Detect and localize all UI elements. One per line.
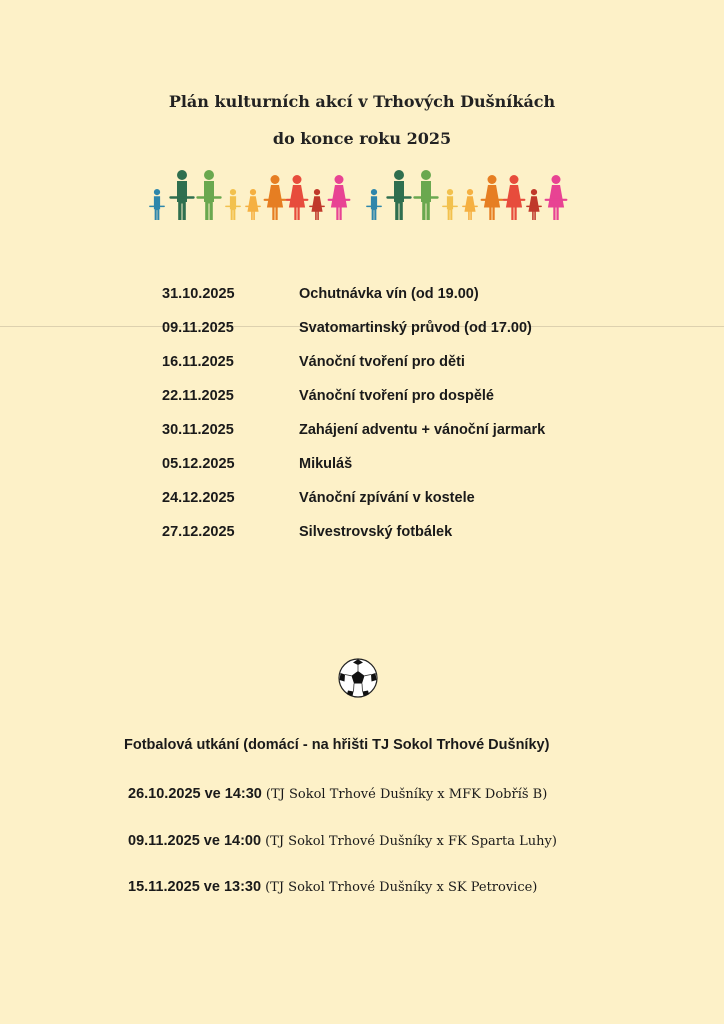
event-row: [162, 354, 622, 388]
person-body: [447, 196, 453, 220]
person-head: [531, 189, 537, 195]
person-body: [154, 196, 160, 220]
match-datetime: 26.10.2025 ve 14:30: [128, 786, 262, 802]
person-head: [467, 189, 473, 195]
event-date: 27.12.2025: [162, 524, 235, 540]
match-datetime: 09.11.2025 ve 14:00: [128, 833, 262, 849]
person-head: [230, 189, 236, 195]
people-group-right: [367, 170, 566, 220]
match-teams: (TJ Sokol Trhové Dušníky x FK Sparta Luhy): [265, 834, 557, 849]
event-row: [162, 490, 622, 524]
person-body: [421, 181, 431, 220]
event-name: Vánoční tvoření pro dospělé: [299, 388, 494, 404]
event-date: 16.11.2025: [162, 354, 234, 370]
person-body: [247, 196, 258, 220]
person-body: [528, 196, 539, 220]
event-date: 31.10.2025: [162, 286, 235, 302]
person-body: [230, 196, 236, 220]
event-row: [162, 286, 622, 320]
match-row: [128, 879, 537, 895]
person-body: [267, 185, 283, 220]
person-body: [394, 181, 404, 220]
event-date: 09.11.2025: [162, 320, 234, 336]
page-title-line2: do konce roku 2025: [272, 129, 452, 148]
person-head: [394, 170, 404, 180]
person-head: [510, 175, 519, 184]
person-body: [548, 185, 564, 220]
person-body: [484, 185, 500, 220]
event-row: [162, 456, 622, 490]
person-body: [177, 181, 187, 220]
event-name: Svatomartinský průvod (od 17.00): [299, 320, 532, 336]
person-body: [311, 196, 322, 220]
event-row: [162, 422, 622, 456]
event-row: [162, 320, 622, 354]
family-chain-icon: [145, 166, 575, 222]
person-body: [289, 185, 305, 220]
match-teams: (TJ Sokol Trhové Dušníky x SK Petrovice): [265, 880, 538, 895]
event-name: Vánoční tvoření pro děti: [299, 354, 465, 370]
people-group-left: [150, 170, 349, 220]
event-row: [162, 524, 622, 558]
person-head: [154, 189, 160, 195]
person-body: [331, 185, 347, 220]
event-name: Zahájení adventu + vánoční jarmark: [299, 422, 546, 438]
person-head: [314, 189, 320, 195]
person-head: [204, 170, 214, 180]
person-head: [335, 175, 344, 184]
person-head: [271, 175, 280, 184]
person-head: [447, 189, 453, 195]
event-name: Vánoční zpívání v kostele: [299, 490, 475, 506]
match-row: [128, 833, 557, 849]
person-head: [552, 175, 561, 184]
person-head: [250, 189, 256, 195]
event-name: Mikuláš: [299, 456, 353, 472]
person-head: [488, 175, 497, 184]
person-body: [506, 185, 522, 220]
person-body: [371, 196, 377, 220]
event-date: 30.11.2025: [162, 422, 234, 438]
football-icon: [336, 656, 380, 700]
person-head: [371, 189, 377, 195]
match-datetime: 15.11.2025 ve 13:30: [128, 879, 262, 895]
event-date: 22.11.2025: [162, 388, 234, 404]
page-title-line1: Plán kulturních akcí v Trhových Dušníkách: [168, 92, 556, 111]
event-name: Ochutnávka vín (od 19.00): [299, 286, 479, 302]
football-heading: Fotbalová utkání (domácí - na hřišti TJ Sokol Trhové Dušníky): [124, 737, 550, 753]
event-name: Silvestrovský fotbálek: [299, 524, 453, 540]
person-head: [421, 170, 431, 180]
event-date: 24.12.2025: [162, 490, 235, 506]
event-row: [162, 388, 622, 422]
match-row: [128, 786, 547, 802]
event-date: 05.12.2025: [162, 456, 235, 472]
events-list: [162, 286, 622, 558]
person-body: [464, 196, 475, 220]
person-head: [177, 170, 187, 180]
person-head: [293, 175, 302, 184]
match-teams: (TJ Sokol Trhové Dušníky x MFK Dobříš B): [265, 787, 548, 802]
person-body: [204, 181, 214, 220]
